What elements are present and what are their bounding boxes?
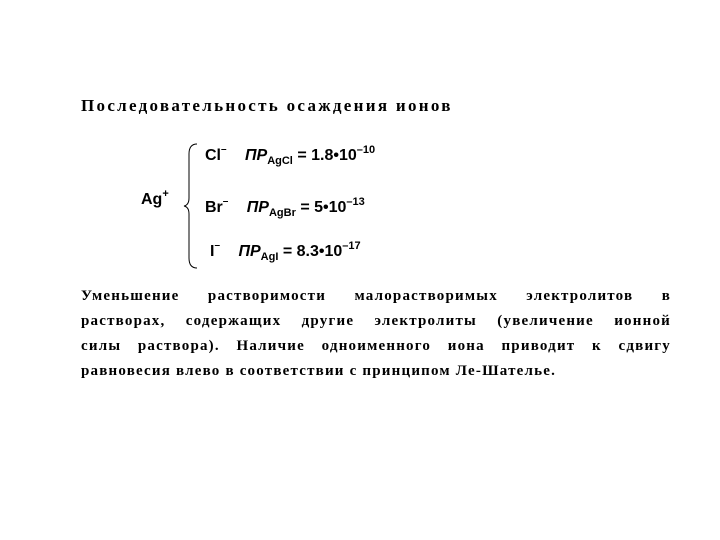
anion-label: Br–	[205, 196, 229, 216]
paragraph-line: равновесия влево в соответствии с принципом Ле-Шателье.	[81, 363, 557, 379]
anion-label: I–	[210, 240, 221, 260]
row-bromide	[205, 196, 365, 219]
solubility-product-expression: $ПР_{AgCl}$ = $1.8•10^{-10}$	[245, 144, 376, 167]
paragraph-line: Уменьшение растворимости малорастворимых электролитов в	[81, 288, 671, 304]
solubility-product-expression: $ПР_{AgBr}$ = $5•10^{-13}$	[246, 196, 365, 219]
paragraph-line: силы раствора). Наличие одноименного иона приводит к сдвигу	[81, 338, 671, 354]
solubility-product-expression: $ПР_{AgI}$ = $8.3•10^{-17}$	[238, 240, 361, 263]
cation-charge: +	[162, 188, 169, 200]
paragraph-line: растворах, содержащих другие электролиты (увеличение ионной	[81, 313, 671, 329]
row-iodide	[210, 240, 361, 263]
cation-label	[141, 188, 169, 209]
page-title: Последовательность осаждения ионов	[81, 96, 453, 115]
body-paragraph	[81, 284, 671, 384]
row-chloride	[205, 144, 376, 167]
curly-brace	[183, 142, 199, 270]
anion-label: Cl–	[205, 144, 227, 164]
cation-symbol: Ag	[141, 191, 163, 208]
